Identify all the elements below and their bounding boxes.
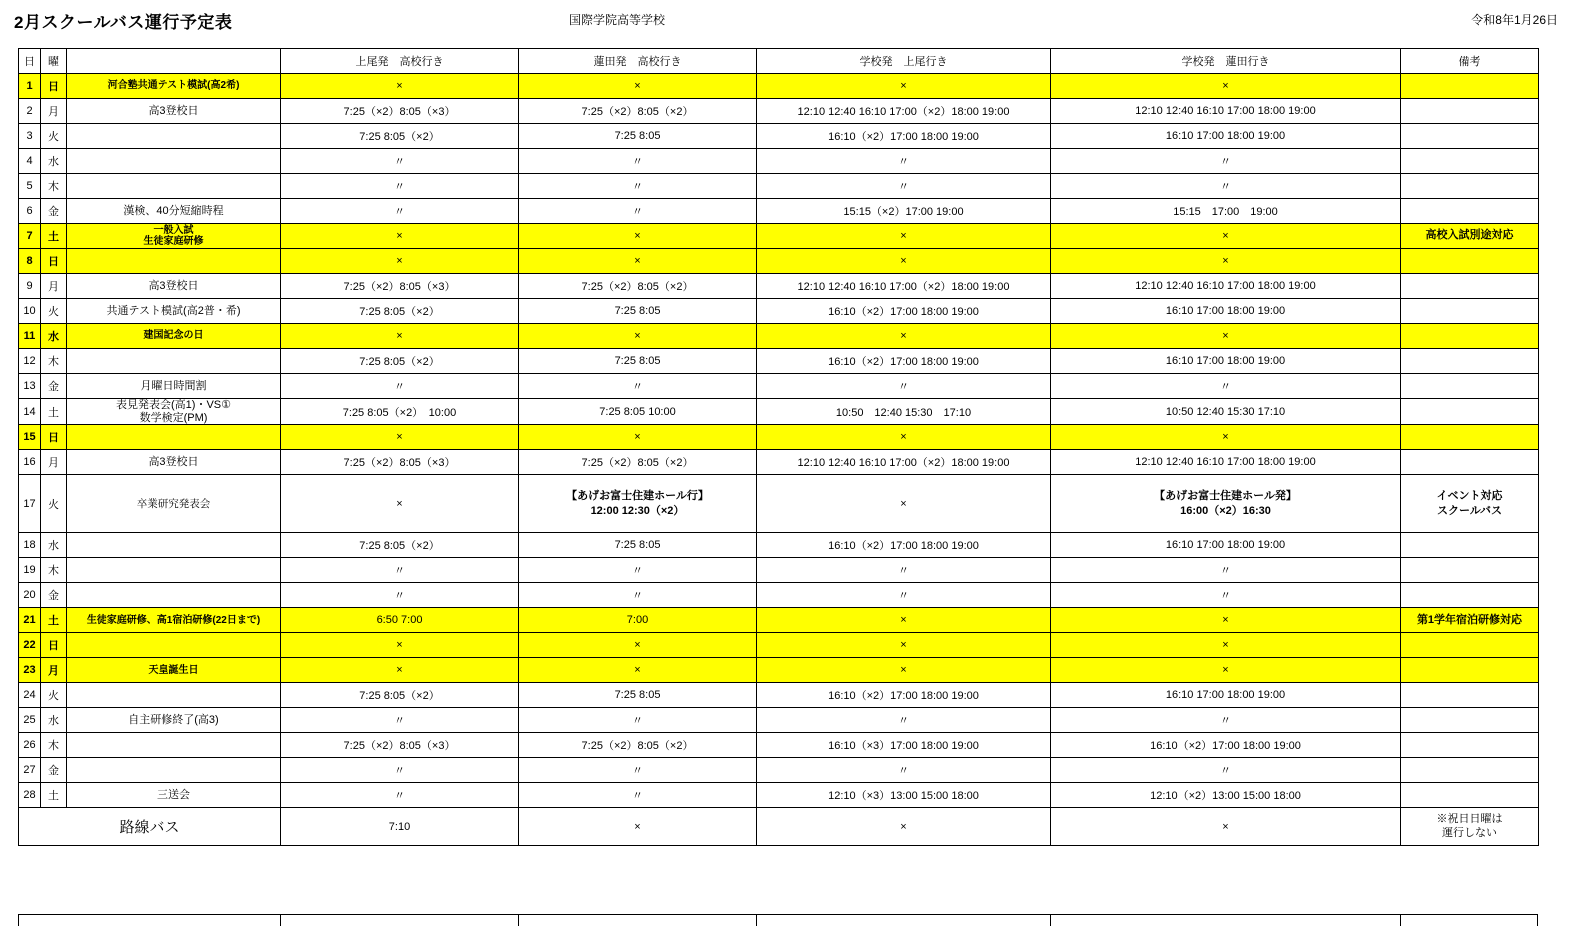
cell-memo bbox=[1401, 558, 1539, 583]
cell-route-3: 16:10（×2）17:00 18:00 19:00 bbox=[757, 349, 1051, 374]
cell-weekday: 火 bbox=[41, 683, 67, 708]
cell-memo bbox=[1401, 199, 1539, 224]
cell-route-4: 〃 bbox=[1051, 174, 1401, 199]
cell-memo bbox=[1401, 124, 1539, 149]
cell-day: 13 bbox=[19, 374, 41, 399]
cell-route-1: × bbox=[281, 633, 519, 658]
cell-route-2: 〃 bbox=[519, 758, 757, 783]
cell-route-3: 12:10 12:40 16:10 17:00（×2）18:00 19:00 bbox=[757, 450, 1051, 475]
cell-route-3: 〃 bbox=[757, 758, 1051, 783]
cell-route-4: 〃 bbox=[1051, 583, 1401, 608]
cell-note bbox=[67, 583, 281, 608]
cell-route-4: 12:10 12:40 16:10 17:00 18:00 19:00 bbox=[1051, 450, 1401, 475]
table-row bbox=[19, 324, 1539, 349]
cell-note bbox=[67, 149, 281, 174]
cell-route-3: 12:10（×3）13:00 15:00 18:00 bbox=[757, 783, 1051, 808]
table-row bbox=[19, 475, 1539, 533]
table-row bbox=[19, 249, 1539, 274]
cell-route-4: 16:10 17:00 18:00 19:00 bbox=[1051, 124, 1401, 149]
cell-route-3: × bbox=[757, 475, 1051, 533]
cell-route-3: × bbox=[757, 658, 1051, 683]
cell-memo bbox=[1401, 324, 1539, 349]
cell-route-2: × bbox=[519, 633, 757, 658]
cell-note: 建国記念の日 bbox=[67, 324, 281, 349]
cell-day: 8 bbox=[19, 249, 41, 274]
stub-line-vertical bbox=[1400, 914, 1401, 926]
cell-day: 5 bbox=[19, 174, 41, 199]
cell-route-4: × bbox=[1051, 608, 1401, 633]
table-row bbox=[19, 299, 1539, 324]
table-row bbox=[19, 533, 1539, 558]
cell-day: 11 bbox=[19, 324, 41, 349]
cell-day: 24 bbox=[19, 683, 41, 708]
column-header-note bbox=[67, 49, 281, 74]
cell-note: 高3登校日 bbox=[67, 99, 281, 124]
cell-route-2: 〃 bbox=[519, 583, 757, 608]
table-row bbox=[19, 224, 1539, 249]
cell-route-4: 【あげお富士住建ホール発】 16:00（×2）16:30 bbox=[1051, 475, 1401, 533]
cell-route-4: × bbox=[1051, 425, 1401, 450]
cell-day: 4 bbox=[19, 149, 41, 174]
cell-note bbox=[67, 124, 281, 149]
cell-note: 卒業研究発表会 bbox=[67, 475, 281, 533]
table-row bbox=[19, 708, 1539, 733]
cell-route-2: × bbox=[519, 324, 757, 349]
cell-memo bbox=[1401, 174, 1539, 199]
cell-day: 26 bbox=[19, 733, 41, 758]
cell-route-4: 〃 bbox=[1051, 758, 1401, 783]
cell-note: 河合塾共通テスト模試(高2希) bbox=[67, 74, 281, 99]
cell-note bbox=[67, 733, 281, 758]
cell-day: 25 bbox=[19, 708, 41, 733]
cell-weekday: 月 bbox=[41, 658, 67, 683]
stub-line-vertical bbox=[1050, 914, 1051, 926]
column-header-memo: 備考 bbox=[1401, 49, 1539, 74]
cell-weekday: 水 bbox=[41, 324, 67, 349]
cell-weekday: 月 bbox=[41, 99, 67, 124]
cell-route-2: 7:25（×2）8:05（×2） bbox=[519, 274, 757, 299]
cell-route-2: × bbox=[519, 74, 757, 99]
cell-route-1: 〃 bbox=[281, 374, 519, 399]
cell-day: 12 bbox=[19, 349, 41, 374]
cell-weekday: 日 bbox=[41, 633, 67, 658]
footer-memo: ※祝日日曜は 運行しない bbox=[1401, 808, 1539, 846]
cell-route-1: 7:25 8:05（×2） bbox=[281, 349, 519, 374]
table-header-row bbox=[19, 49, 1539, 74]
table-row bbox=[19, 733, 1539, 758]
cell-route-1: 7:25 8:05（×2） bbox=[281, 299, 519, 324]
cell-route-2: 7:25 8:05 bbox=[519, 124, 757, 149]
cell-route-1: 7:25 8:05（×2） bbox=[281, 683, 519, 708]
cell-memo bbox=[1401, 450, 1539, 475]
cell-route-3: 12:10 12:40 16:10 17:00（×2）18:00 19:00 bbox=[757, 99, 1051, 124]
cell-note: 生徒家庭研修、高1宿泊研修(22日まで) bbox=[67, 608, 281, 633]
cell-route-3: × bbox=[757, 633, 1051, 658]
cell-route-3: 〃 bbox=[757, 558, 1051, 583]
cell-note bbox=[67, 758, 281, 783]
cell-route-2: 7:25 8:05 bbox=[519, 683, 757, 708]
cell-route-4: 12:10 12:40 16:10 17:00 18:00 19:00 bbox=[1051, 99, 1401, 124]
cell-day: 16 bbox=[19, 450, 41, 475]
cell-route-1: 〃 bbox=[281, 149, 519, 174]
cell-memo bbox=[1401, 708, 1539, 733]
cell-route-3: 〃 bbox=[757, 583, 1051, 608]
cell-route-2: 7:00 bbox=[519, 608, 757, 633]
cell-route-2: 7:25 8:05 bbox=[519, 533, 757, 558]
footer-route-4: × bbox=[1051, 808, 1401, 846]
cell-route-4: 〃 bbox=[1051, 708, 1401, 733]
cell-route-2: 7:25 8:05 bbox=[519, 299, 757, 324]
cell-day: 22 bbox=[19, 633, 41, 658]
cell-route-1: × bbox=[281, 249, 519, 274]
cell-route-2: 〃 bbox=[519, 199, 757, 224]
cell-memo bbox=[1401, 399, 1539, 425]
cell-weekday: 木 bbox=[41, 558, 67, 583]
cell-route-3: × bbox=[757, 324, 1051, 349]
table-body bbox=[19, 74, 1539, 846]
table-row bbox=[19, 199, 1539, 224]
stub-line-vertical bbox=[280, 914, 281, 926]
cell-day: 3 bbox=[19, 124, 41, 149]
cell-note bbox=[67, 174, 281, 199]
cell-memo: イベント対応 スクールバス bbox=[1401, 475, 1539, 533]
cell-day: 1 bbox=[19, 74, 41, 99]
table-bottom-grid-stub bbox=[18, 914, 1538, 926]
cell-weekday: 火 bbox=[41, 124, 67, 149]
cell-route-4: 16:10 17:00 18:00 19:00 bbox=[1051, 349, 1401, 374]
footer-route-1: 7:10 bbox=[281, 808, 519, 846]
cell-memo bbox=[1401, 783, 1539, 808]
cell-route-4: 16:10 17:00 18:00 19:00 bbox=[1051, 683, 1401, 708]
cell-weekday: 木 bbox=[41, 733, 67, 758]
cell-memo bbox=[1401, 758, 1539, 783]
stub-line-vertical bbox=[756, 914, 757, 926]
bus-schedule-table bbox=[18, 48, 1539, 846]
cell-route-2: × bbox=[519, 425, 757, 450]
footer-label: 路線バス bbox=[19, 808, 281, 846]
cell-note bbox=[67, 425, 281, 450]
cell-route-4: × bbox=[1051, 74, 1401, 99]
cell-route-2: 7:25（×2）8:05（×2） bbox=[519, 450, 757, 475]
cell-route-4: 16:10 17:00 18:00 19:00 bbox=[1051, 533, 1401, 558]
cell-route-1: 7:25（×2）8:05（×3） bbox=[281, 450, 519, 475]
table-row bbox=[19, 124, 1539, 149]
cell-day: 6 bbox=[19, 199, 41, 224]
cell-day: 14 bbox=[19, 399, 41, 425]
cell-note: 漢検、40分短縮時程 bbox=[67, 199, 281, 224]
cell-route-4: × bbox=[1051, 324, 1401, 349]
cell-day: 23 bbox=[19, 658, 41, 683]
cell-route-1: 7:25（×2）8:05（×3） bbox=[281, 99, 519, 124]
cell-memo bbox=[1401, 533, 1539, 558]
cell-route-1: × bbox=[281, 658, 519, 683]
cell-memo bbox=[1401, 633, 1539, 658]
cell-route-2: 〃 bbox=[519, 708, 757, 733]
cell-route-3: × bbox=[757, 74, 1051, 99]
cell-route-1: × bbox=[281, 425, 519, 450]
table-footer-row bbox=[19, 808, 1539, 846]
stub-line-vertical bbox=[18, 914, 19, 926]
cell-weekday: 金 bbox=[41, 374, 67, 399]
table-row bbox=[19, 399, 1539, 425]
cell-route-1: 7:25 8:05（×2） 10:00 bbox=[281, 399, 519, 425]
table-row bbox=[19, 583, 1539, 608]
cell-memo bbox=[1401, 374, 1539, 399]
table-row bbox=[19, 783, 1539, 808]
stub-line-horizontal bbox=[18, 914, 1538, 915]
cell-route-2: 〃 bbox=[519, 374, 757, 399]
stub-line-vertical bbox=[518, 914, 519, 926]
cell-day: 2 bbox=[19, 99, 41, 124]
cell-route-1: 6:50 7:00 bbox=[281, 608, 519, 633]
column-header-day: 日 bbox=[19, 49, 41, 74]
cell-note: 共通テスト模試(高2普・希) bbox=[67, 299, 281, 324]
cell-route-2: × bbox=[519, 224, 757, 249]
cell-weekday: 金 bbox=[41, 758, 67, 783]
cell-route-4: × bbox=[1051, 249, 1401, 274]
cell-note bbox=[67, 633, 281, 658]
column-header-hasuda-to-school: 蓮田発 高校行き bbox=[519, 49, 757, 74]
cell-weekday: 日 bbox=[41, 425, 67, 450]
cell-memo bbox=[1401, 99, 1539, 124]
cell-weekday: 土 bbox=[41, 224, 67, 249]
table-row bbox=[19, 425, 1539, 450]
table-row bbox=[19, 74, 1539, 99]
cell-route-3: 15:15（×2）17:00 19:00 bbox=[757, 199, 1051, 224]
cell-route-1: × bbox=[281, 224, 519, 249]
cell-route-3: × bbox=[757, 224, 1051, 249]
cell-weekday: 金 bbox=[41, 199, 67, 224]
cell-route-1: 7:25 8:05（×2） bbox=[281, 533, 519, 558]
column-header-weekday: 曜 bbox=[41, 49, 67, 74]
cell-route-1: 〃 bbox=[281, 583, 519, 608]
cell-weekday: 金 bbox=[41, 583, 67, 608]
cell-memo bbox=[1401, 274, 1539, 299]
cell-route-4: × bbox=[1051, 658, 1401, 683]
cell-route-4: 16:10 17:00 18:00 19:00 bbox=[1051, 299, 1401, 324]
cell-day: 9 bbox=[19, 274, 41, 299]
table-row bbox=[19, 608, 1539, 633]
cell-route-1: 〃 bbox=[281, 708, 519, 733]
document-date: 令和8年1月26日 bbox=[1471, 13, 1558, 27]
cell-route-1: 〃 bbox=[281, 783, 519, 808]
cell-route-3: 16:10（×2）17:00 18:00 19:00 bbox=[757, 299, 1051, 324]
cell-note: 高3登校日 bbox=[67, 274, 281, 299]
cell-route-4: 16:10（×2）17:00 18:00 19:00 bbox=[1051, 733, 1401, 758]
table-row bbox=[19, 149, 1539, 174]
cell-route-3: 12:10 12:40 16:10 17:00（×2）18:00 19:00 bbox=[757, 274, 1051, 299]
cell-weekday: 木 bbox=[41, 349, 67, 374]
table-row bbox=[19, 758, 1539, 783]
cell-weekday: 月 bbox=[41, 450, 67, 475]
cell-day: 21 bbox=[19, 608, 41, 633]
cell-route-4: × bbox=[1051, 224, 1401, 249]
column-header-school-to-hasuda: 学校発 蓮田行き bbox=[1051, 49, 1401, 74]
cell-day: 15 bbox=[19, 425, 41, 450]
cell-route-3: × bbox=[757, 608, 1051, 633]
cell-route-1: 7:25 8:05（×2） bbox=[281, 124, 519, 149]
cell-weekday: 土 bbox=[41, 399, 67, 425]
cell-route-4: 15:15 17:00 19:00 bbox=[1051, 199, 1401, 224]
cell-route-4: 12:10（×2）13:00 15:00 18:00 bbox=[1051, 783, 1401, 808]
cell-route-4: 12:10 12:40 16:10 17:00 18:00 19:00 bbox=[1051, 274, 1401, 299]
cell-route-2: 【あげお富士住建ホール行】 12:00 12:30（×2） bbox=[519, 475, 757, 533]
cell-route-2: 7:25 8:05 bbox=[519, 349, 757, 374]
cell-memo bbox=[1401, 425, 1539, 450]
cell-route-1: × bbox=[281, 74, 519, 99]
cell-note bbox=[67, 683, 281, 708]
cell-memo: 高校入試別途対応 bbox=[1401, 224, 1539, 249]
table-row bbox=[19, 683, 1539, 708]
cell-route-2: 7:25（×2）8:05（×2） bbox=[519, 99, 757, 124]
cell-memo bbox=[1401, 299, 1539, 324]
cell-route-3: 16:10（×2）17:00 18:00 19:00 bbox=[757, 124, 1051, 149]
cell-day: 7 bbox=[19, 224, 41, 249]
cell-weekday: 火 bbox=[41, 299, 67, 324]
cell-weekday: 日 bbox=[41, 249, 67, 274]
cell-route-4: 〃 bbox=[1051, 374, 1401, 399]
cell-memo bbox=[1401, 149, 1539, 174]
cell-route-1: 〃 bbox=[281, 199, 519, 224]
cell-weekday: 土 bbox=[41, 783, 67, 808]
cell-memo: 第1学年宿泊研修対応 bbox=[1401, 608, 1539, 633]
cell-weekday: 土 bbox=[41, 608, 67, 633]
cell-route-2: 〃 bbox=[519, 558, 757, 583]
cell-note bbox=[67, 249, 281, 274]
cell-route-3: 16:10（×3）17:00 18:00 19:00 bbox=[757, 733, 1051, 758]
table-row bbox=[19, 174, 1539, 199]
cell-route-1: 7:25（×2）8:05（×3） bbox=[281, 733, 519, 758]
cell-route-2: 〃 bbox=[519, 783, 757, 808]
cell-route-3: 〃 bbox=[757, 149, 1051, 174]
cell-route-4: × bbox=[1051, 633, 1401, 658]
table-row bbox=[19, 633, 1539, 658]
cell-memo bbox=[1401, 249, 1539, 274]
cell-day: 19 bbox=[19, 558, 41, 583]
stub-line-vertical bbox=[1537, 914, 1538, 926]
footer-route-2: × bbox=[519, 808, 757, 846]
cell-weekday: 水 bbox=[41, 533, 67, 558]
cell-route-3: × bbox=[757, 425, 1051, 450]
cell-route-3: 〃 bbox=[757, 174, 1051, 199]
cell-route-1: 7:25（×2）8:05（×3） bbox=[281, 274, 519, 299]
cell-note: 一般入試 生徒家庭研修 bbox=[67, 224, 281, 249]
cell-day: 10 bbox=[19, 299, 41, 324]
cell-day: 28 bbox=[19, 783, 41, 808]
cell-route-2: 〃 bbox=[519, 149, 757, 174]
cell-note bbox=[67, 558, 281, 583]
cell-route-4: 〃 bbox=[1051, 149, 1401, 174]
cell-memo bbox=[1401, 349, 1539, 374]
cell-route-3: 10:50 12:40 15:30 17:10 bbox=[757, 399, 1051, 425]
cell-route-3: × bbox=[757, 249, 1051, 274]
column-header-school-to-ageo: 学校発 上尾行き bbox=[757, 49, 1051, 74]
cell-memo bbox=[1401, 583, 1539, 608]
footer-route-3: × bbox=[757, 808, 1051, 846]
cell-route-2: 7:25（×2）8:05（×2） bbox=[519, 733, 757, 758]
cell-route-4: 10:50 12:40 15:30 17:10 bbox=[1051, 399, 1401, 425]
table-row bbox=[19, 450, 1539, 475]
cell-route-2: × bbox=[519, 658, 757, 683]
cell-note: 三送会 bbox=[67, 783, 281, 808]
cell-route-3: 〃 bbox=[757, 374, 1051, 399]
cell-note: 高3登校日 bbox=[67, 450, 281, 475]
cell-route-3: 〃 bbox=[757, 708, 1051, 733]
cell-day: 18 bbox=[19, 533, 41, 558]
table-row bbox=[19, 99, 1539, 124]
cell-memo bbox=[1401, 683, 1539, 708]
cell-weekday: 月 bbox=[41, 274, 67, 299]
cell-day: 17 bbox=[19, 475, 41, 533]
cell-day: 20 bbox=[19, 583, 41, 608]
cell-route-1: 〃 bbox=[281, 558, 519, 583]
school-name-text: 国際学院高等学校 bbox=[568, 13, 665, 27]
cell-weekday: 水 bbox=[41, 149, 67, 174]
table-row bbox=[19, 374, 1539, 399]
cell-weekday: 水 bbox=[41, 708, 67, 733]
cell-weekday: 火 bbox=[41, 475, 67, 533]
cell-memo bbox=[1401, 74, 1539, 99]
cell-route-2: 〃 bbox=[519, 174, 757, 199]
cell-route-3: 16:10（×2）17:00 18:00 19:00 bbox=[757, 533, 1051, 558]
table-row bbox=[19, 658, 1539, 683]
school-name bbox=[0, 11, 1574, 28]
cell-memo bbox=[1401, 658, 1539, 683]
cell-memo bbox=[1401, 733, 1539, 758]
cell-route-1: × bbox=[281, 324, 519, 349]
cell-note: 月曜日時間割 bbox=[67, 374, 281, 399]
table-row bbox=[19, 274, 1539, 299]
table-head bbox=[19, 49, 1539, 74]
cell-route-2: 7:25 8:05 10:00 bbox=[519, 399, 757, 425]
cell-route-1: 〃 bbox=[281, 174, 519, 199]
cell-note: 表見発表会(高1)・VS① 数学検定(PM) bbox=[67, 399, 281, 425]
cell-route-3: 16:10（×2）17:00 18:00 19:00 bbox=[757, 683, 1051, 708]
cell-weekday: 日 bbox=[41, 74, 67, 99]
cell-route-1: 〃 bbox=[281, 758, 519, 783]
cell-note bbox=[67, 349, 281, 374]
cell-route-2: × bbox=[519, 249, 757, 274]
column-header-ageo-to-school: 上尾発 高校行き bbox=[281, 49, 519, 74]
cell-route-4: 〃 bbox=[1051, 558, 1401, 583]
page-title: 2月スクールバス運行予定表 bbox=[14, 13, 233, 32]
cell-note: 天皇誕生日 bbox=[67, 658, 281, 683]
table-row bbox=[19, 349, 1539, 374]
cell-weekday: 木 bbox=[41, 174, 67, 199]
cell-note: 自主研修終了(高3) bbox=[67, 708, 281, 733]
document-header bbox=[0, 0, 1574, 40]
cell-day: 27 bbox=[19, 758, 41, 783]
cell-note bbox=[67, 533, 281, 558]
cell-route-1: × bbox=[281, 475, 519, 533]
table-row bbox=[19, 558, 1539, 583]
